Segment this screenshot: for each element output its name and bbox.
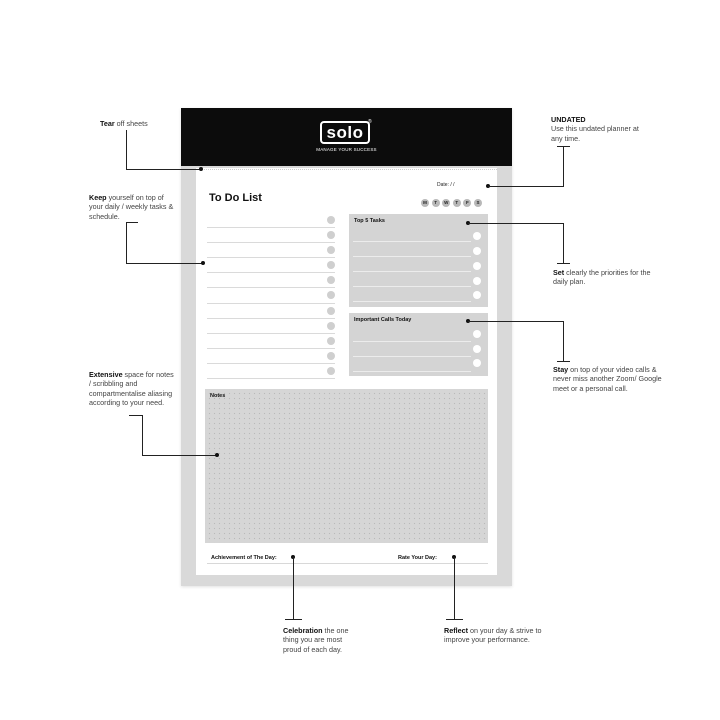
todo-row — [207, 288, 335, 303]
checkbox-circle-icon — [327, 322, 335, 330]
call-line — [353, 341, 471, 342]
todo-row — [207, 228, 335, 243]
brand-tagline: MANAGE YOUR SUCCESS — [316, 147, 377, 152]
annotation-keep — [89, 193, 179, 221]
annotation-stay-text: on top of your video calls & never miss another Zoom/ Google meet or a personal call. — [553, 365, 662, 393]
checkbox-circle-icon — [327, 352, 335, 360]
checkbox-circle-icon — [473, 232, 481, 240]
todo-row — [207, 334, 335, 349]
registered-mark-icon: ® — [368, 119, 372, 125]
task-line — [353, 301, 471, 302]
brand-logo: solo — [320, 121, 370, 144]
checkbox-circle-icon — [473, 277, 481, 285]
annotation-extensive-bold: Extensive — [89, 370, 123, 379]
day-circle: T — [453, 199, 461, 207]
day-circle: M — [421, 199, 429, 207]
checkbox-circle-icon — [473, 345, 481, 353]
leader-dot-icon — [201, 261, 205, 265]
annotation-reflect-bold: Reflect — [444, 626, 468, 635]
checkbox-circle-icon — [327, 291, 335, 299]
date-label: Date: / / — [437, 182, 455, 188]
checkbox-circle-icon — [327, 231, 335, 239]
checkbox-circle-icon — [327, 367, 335, 375]
checkbox-circle-icon — [473, 359, 481, 367]
leader-line — [563, 223, 564, 263]
leader-line — [126, 222, 138, 223]
day-circle: T — [432, 199, 440, 207]
leader-line — [126, 222, 127, 263]
notes-title: Notes — [210, 393, 226, 399]
annotation-tear — [100, 119, 180, 128]
checkbox-circle-icon — [473, 247, 481, 255]
annotation-celebration — [283, 626, 361, 654]
todo-row — [207, 349, 335, 364]
annotation-undated-text: Use this undated planner at any time. — [551, 124, 639, 143]
leader-line — [557, 263, 570, 264]
achievement-label: Achievement of The Day: — [211, 555, 277, 561]
todo-row — [207, 319, 335, 334]
leader-line — [557, 361, 570, 362]
leader-line — [129, 415, 142, 416]
annotation-extensive — [89, 370, 177, 408]
annotation-undated — [551, 115, 651, 143]
call-line — [353, 356, 471, 357]
checkbox-circle-icon — [473, 330, 481, 338]
call-line — [353, 371, 471, 372]
leader-line — [142, 455, 216, 456]
leader-line — [446, 619, 463, 620]
annotation-reflect — [444, 626, 554, 645]
annotation-tear-bold: Tear — [100, 119, 115, 128]
checkbox-circle-icon — [327, 276, 335, 284]
checkbox-circle-icon — [327, 246, 335, 254]
weekday-selector — [421, 199, 482, 207]
leader-line — [126, 130, 127, 170]
task-line — [353, 256, 471, 257]
task-line — [353, 286, 471, 287]
annotation-set — [553, 268, 653, 287]
leader-line — [126, 263, 202, 264]
top-tasks-box — [349, 214, 488, 307]
todo-title: To Do List — [209, 192, 262, 204]
leader-line — [126, 169, 200, 170]
todo-row — [207, 273, 335, 288]
annotation-undated-bold: UNDATED — [551, 115, 586, 124]
leader-dot-icon — [215, 453, 219, 457]
bottom-divider — [207, 563, 488, 564]
checkbox-circle-icon — [327, 216, 335, 224]
top-tasks-title: Top 5 Tasks — [354, 218, 385, 224]
day-circle: W — [444, 200, 449, 205]
rate-label: Rate Your Day: — [398, 555, 437, 561]
todo-row — [207, 258, 335, 273]
annotation-celebration-text: the one thing you are most proud of each day. — [283, 626, 349, 654]
annotation-stay-bold: Stay — [553, 365, 569, 374]
annotation-extensive-text: space for notes / scribbling and compartmentalise aliasing according to your need. — [89, 370, 174, 408]
leader-line — [563, 321, 564, 361]
day-circle: F — [463, 199, 471, 207]
notes-area — [205, 389, 488, 543]
leader-dot-icon — [199, 167, 203, 171]
leader-line — [557, 146, 570, 147]
annotation-stay — [553, 365, 669, 393]
annotation-set-text: clearly the priorities for the daily plan. — [553, 268, 651, 287]
annotation-set-bold: Set — [553, 268, 565, 277]
todo-row — [207, 213, 335, 228]
checkbox-circle-icon — [473, 291, 481, 299]
task-line — [353, 241, 471, 242]
important-calls-title: Important Calls Today — [354, 317, 412, 323]
day-circle: S — [474, 199, 482, 207]
annotation-keep-text: yourself on top of your daily / weekly tasks & schedule. — [89, 193, 174, 221]
annotation-reflect-text: on your day & strive to improve your performance. — [444, 626, 542, 645]
todo-row — [207, 304, 335, 319]
todo-row — [207, 243, 335, 258]
pad-header — [181, 108, 512, 166]
annotation-keep-bold: Keep — [89, 193, 107, 202]
leader-line — [488, 186, 564, 187]
leader-line — [293, 557, 294, 619]
annotation-celebration-bold: Celebration — [283, 626, 323, 635]
checkbox-circle-icon — [327, 307, 335, 315]
checkbox-circle-icon — [327, 261, 335, 269]
todo-row — [207, 364, 335, 379]
annotation-tear-text: off sheets — [114, 119, 148, 128]
checkbox-circle-icon — [473, 262, 481, 270]
leader-line — [454, 557, 455, 619]
task-line — [353, 271, 471, 272]
leader-line — [468, 321, 564, 322]
todo-list — [207, 213, 335, 379]
leader-line — [142, 415, 143, 455]
tear-perforation — [196, 169, 497, 170]
leader-line — [285, 619, 302, 620]
leader-line — [468, 223, 564, 224]
leader-line — [563, 146, 564, 187]
checkbox-circle-icon — [327, 337, 335, 345]
